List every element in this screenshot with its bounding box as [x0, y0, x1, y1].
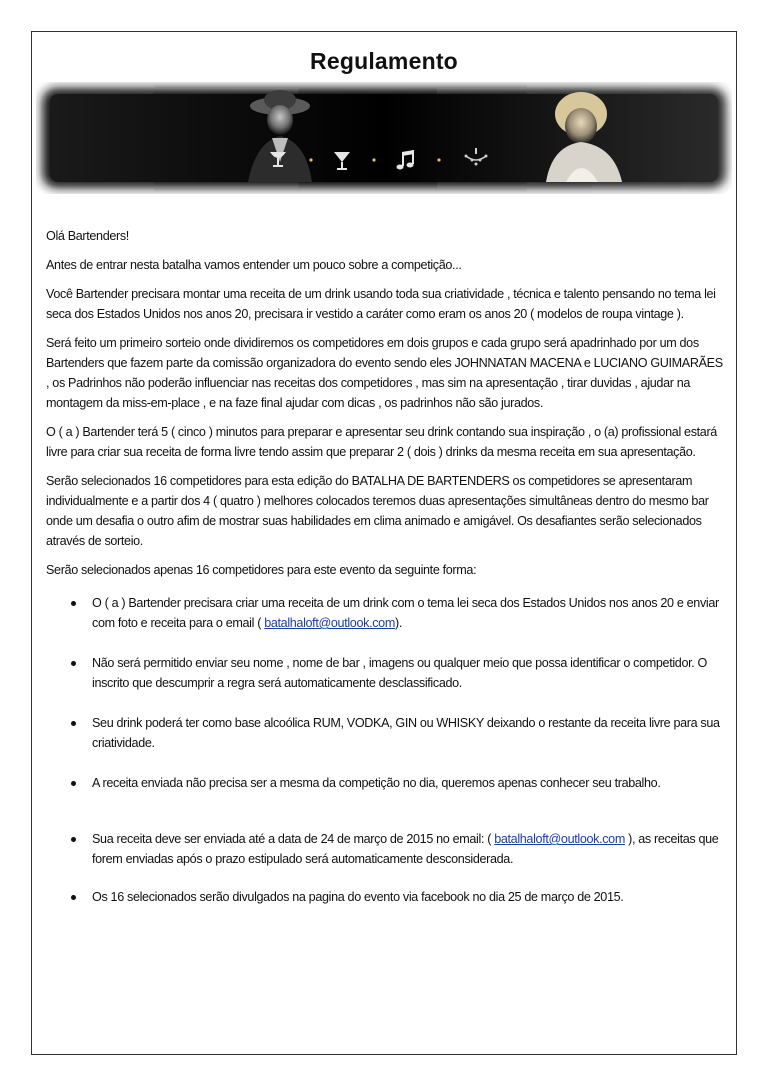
bullet [71, 601, 76, 606]
rules-list [46, 593, 726, 907]
list-item: Sua receita deve ser enviada até a data de 24 de março de 2015 no email: ( batalhaloft@outlook.com ), as receitas que forem enviadas após o prazo estipulado será automaticamente desconsiderada. [46, 829, 726, 869]
list-item: Os 16 selecionados serão divulgados na pagina do evento via facebook no dia 25 de março de 2015. [46, 887, 726, 907]
draw-paragraph: Será feito um primeiro sorteio onde dividiremos os competidores em dois grupos e cada grupo será apadrinhado por um dos Bartenders que fazem parte da comissão organizadora do evento sendo eles JOHNNATAN MACENA e LUCIANO GUIMARÃES , os Padrinhos não poderão influenciar nas receitas dos competidores , mas sim na apresentação , tirar duvidas , ajudar na montagem da miss-em-place , e na faze final ajudar com dicas , os padrinhos não são jurados. [46, 336, 723, 410]
selection-paragraph: Serão selecionados 16 competidores para esta edição do BATALHA DE BARTENDERS os competidores se apresentaram individualmente e a partir dos 4 ( quatro ) melhores colocados teremos duas apresentações simultâneas dentro do mesmo bar onde um desafia o outro afim de mostrar suas habilidades em clima animado e amigável. Os desafiantes serão selecionados através de sorteio. [46, 474, 709, 548]
regulation-body [46, 226, 726, 907]
list-item: O ( a ) Bartender precisara criar uma receita de um drink com o tema lei seca dos Estados Unidos nos anos 20 e enviar com foto e receita para o email ( batalhaloft@outlook.com). [46, 593, 726, 633]
list-item: Seu drink poderá ter como base alcoólica RUM, VODKA, GIN ou WHISKY deixando o restante da receita livre para sua criatividade. [46, 713, 726, 753]
bullet [71, 661, 76, 666]
bullet [71, 781, 76, 786]
email-link[interactable]: batalhaloft@outlook.com [494, 832, 625, 846]
email-link[interactable]: batalhaloft@outlook.com [264, 616, 395, 630]
bullet [71, 895, 76, 900]
list-item: Não será permitido enviar seu nome , nome de bar , imagens ou qualquer meio que possa identificar o competidor. O inscrito que descumprir a regra será automaticamente desclassificado. [46, 653, 726, 693]
greeting: Olá Bartenders! [46, 229, 129, 243]
time-paragraph: O ( a ) Bartender terá 5 ( cinco ) minutos para preparar e apresentar seu drink contando sua inspiração , o (a) profissional estará livre para criar sua receita de forma livre tendo assim que preparar 2 ( dois ) drinks da mesma receita em sua apresentação. [46, 425, 717, 459]
theme-paragraph: Você Bartender precisara montar uma receita de um drink usando toda sua criatividade , técnica e talento pensando no tema lei seca dos Estados Unidos nos anos 20, precisara ir vestido a caráter como eram os anos 20 ( modelos de roupa vintage ). [46, 287, 716, 321]
form-intro-paragraph: Serão selecionados apenas 16 competidores para este evento da seguinte forma: [46, 563, 477, 577]
page-title: Regulamento [310, 48, 458, 74]
list-item: A receita enviada não precisa ser a mesma da competição no dia, queremos apenas conhecer seu trabalho. [46, 773, 726, 793]
bullet [71, 837, 76, 842]
header-banner [36, 82, 732, 194]
bullet [71, 721, 76, 726]
intro-paragraph: Antes de entrar nesta batalha vamos entender um pouco sobre a competição... [46, 258, 462, 272]
